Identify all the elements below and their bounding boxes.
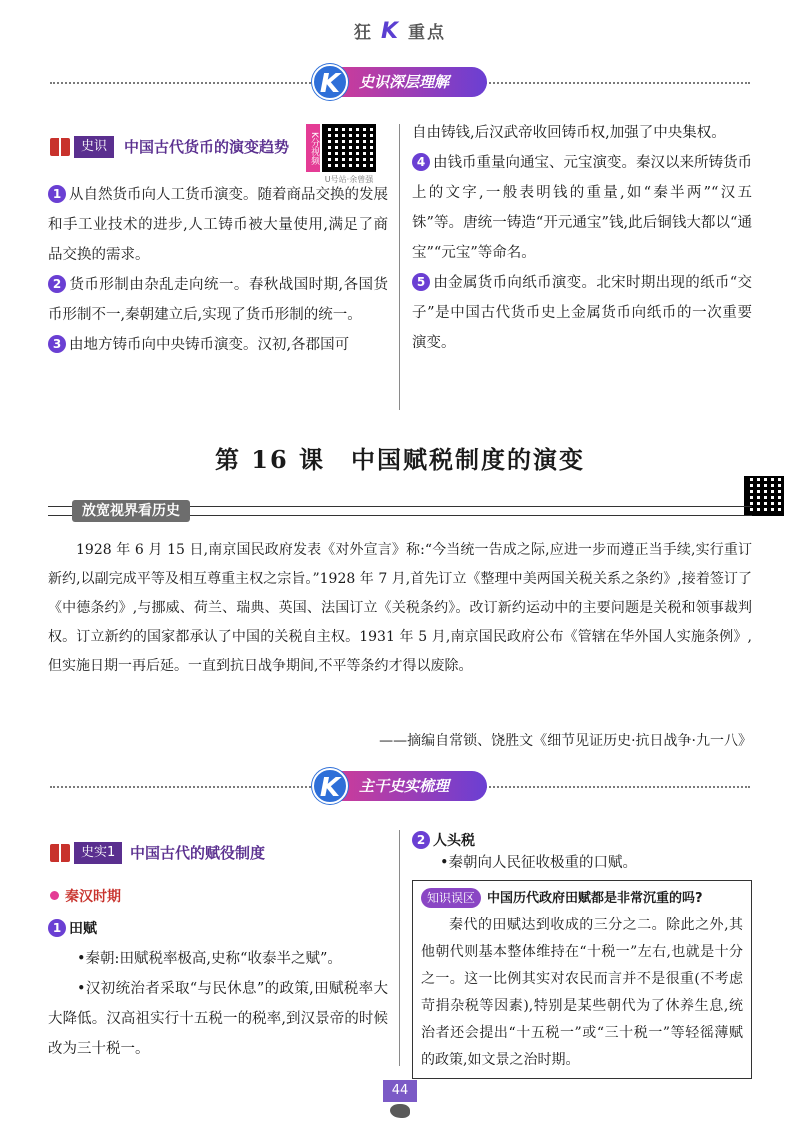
topic-tag: 史识: [74, 136, 114, 158]
brand-text-right: 重点: [407, 23, 446, 43]
period-label: 秦汉时期: [65, 889, 121, 905]
quote-paragraph: 1928 年 6 月 15 日,南京国民政府发表《对外宣言》称:“今当统一告成之际,应进一步而遵正当手续,实行重订新约,以副完成平等及相互尊重主权之宗旨。”1928 年 7 月,首先订立《整理中美两国关税关系之条约》,接着签订了《中德条约》,与挪威、荷兰、瑞典、英国、法国订立《关税条约》。改订新约运动中的主要问题是关税和领事裁判权。订立新约的国家都承认了中国的关税自主权。1931 年 5 月,南京国民政府公布《管辖在华外国人实施条例》,但实施日期一再后延。一直到抗日战争期间,不平等条约才得以废除。: [48, 542, 752, 674]
qr-code-icon[interactable]: [322, 124, 376, 172]
list-item: [48, 180, 388, 270]
field-tax-heading: [48, 918, 97, 938]
number-badge: 2: [48, 275, 66, 293]
number-badge: 1: [48, 919, 66, 937]
widen-tag: 放宽视界看历史: [72, 500, 190, 522]
k-badge-icon: K: [312, 768, 348, 804]
list-item: [412, 148, 752, 268]
book-icon: [50, 138, 70, 156]
number-badge: 3: [48, 335, 66, 353]
flower-icon: [50, 891, 59, 900]
section-banner-label: 史识深层理解: [359, 73, 450, 91]
list-item: •秦朝向人民征收极重的口赋。: [440, 855, 638, 871]
misconception-tag: 知识误区: [421, 888, 481, 908]
column-divider: [399, 124, 400, 410]
left-column: [48, 180, 388, 360]
period-heading: [50, 886, 121, 906]
list-item-text: 自由铸钱,后汉武帝收回铸币权,加强了中央集权。: [412, 125, 726, 141]
brand-header: [0, 18, 800, 44]
number-badge: 5: [412, 273, 430, 291]
right-column: [412, 118, 752, 358]
section-banner-1: [325, 67, 487, 97]
heading-label: 人头税: [433, 833, 475, 849]
list-item: [48, 330, 388, 360]
list-item: •秦朝:田赋税率极高,史称“收泰半之赋”。: [77, 951, 342, 967]
bird-logo-icon: [390, 1104, 410, 1118]
lesson-title: 第 16 课 中国赋税制度的演变: [214, 445, 586, 474]
number-badge: 1: [48, 185, 66, 203]
misconception-question: 中国历代政府田赋都是非常沉重的吗?: [487, 891, 703, 906]
list-item-text: 由金属货币向纸币演变。北宋时期出现的纸币“交子”是中国古代货币史上金属货币向纸币的一次重要演变。: [412, 275, 752, 351]
qr-caption: U号站·余曾强: [324, 175, 374, 184]
topic-title: 中国古代货币的演变趋势: [124, 138, 290, 156]
poll-tax-heading: [412, 830, 475, 850]
misconception-body: 秦代的田赋达到收成的三分之二。除此之外,其他朝代则基本整体维持在“十税一”左右,也就是十分之一。这一比例其实对农民而言并不是很重(不考虑苛捐杂税等因素),特别是某些朝代为了休养生息,统治者还会提出“十五税一”或“三十税一”等轻徭薄赋的政策,如文景之治时期。: [421, 917, 743, 1068]
list-item: •汉初统治者采取“与民休息”的政策,田赋税率大大降低。汉高祖实行十五税一的税率,到汉景帝的时候改为三十税一。: [48, 981, 388, 1057]
list-item: [412, 268, 752, 358]
number-badge: 2: [412, 831, 430, 849]
video-tag: K分视频: [306, 124, 320, 172]
list-item-text: 由地方铸币向中央铸币演变。汉初,各郡国可: [69, 337, 350, 353]
section-banner-label: 主干史实梳理: [359, 777, 450, 795]
book-icon: [50, 844, 70, 862]
list-item: [412, 118, 752, 148]
heading-label: 田赋: [69, 921, 97, 937]
brand-text-left: 狂: [354, 23, 374, 43]
misconception-box: [412, 880, 752, 1079]
column-divider: [399, 830, 400, 1066]
list-item-text: 从自然货币向人工货币演变。随着商品交换的发展和手工业技术的进步,人工铸币被大量使用,满足了商品交换的需求。: [48, 187, 388, 263]
number-badge: 4: [412, 153, 430, 171]
field-tax-list: [48, 944, 388, 1064]
topic-title: 中国古代的赋役制度: [130, 844, 266, 862]
list-item-text: 货币形制由杂乱走向统一。春秋战国时期,各国货币形制不一,秦朝建立后,实现了货币形制的统一。: [48, 277, 388, 323]
section-banner-2: [325, 771, 487, 801]
list-item-text: 由钱币重量向通宝、元宝演变。秦汉以来所铸货币上的文字,一般表明钱的重量,如“秦半两”“汉五铢”等。唐统一铸造“开元通宝”钱,此后铜钱大都以“通宝”“元宝”等命名。: [412, 155, 752, 261]
page-number: 44: [383, 1080, 417, 1102]
quote-source: ——摘编自常锁、饶胜文《细节见证历史·抗日战争·九一八》: [379, 733, 752, 749]
brand-k-logo: K: [380, 19, 401, 44]
list-item: [48, 270, 388, 330]
topic-tag: 史实1: [74, 842, 122, 864]
k-badge-icon: K: [312, 64, 348, 100]
